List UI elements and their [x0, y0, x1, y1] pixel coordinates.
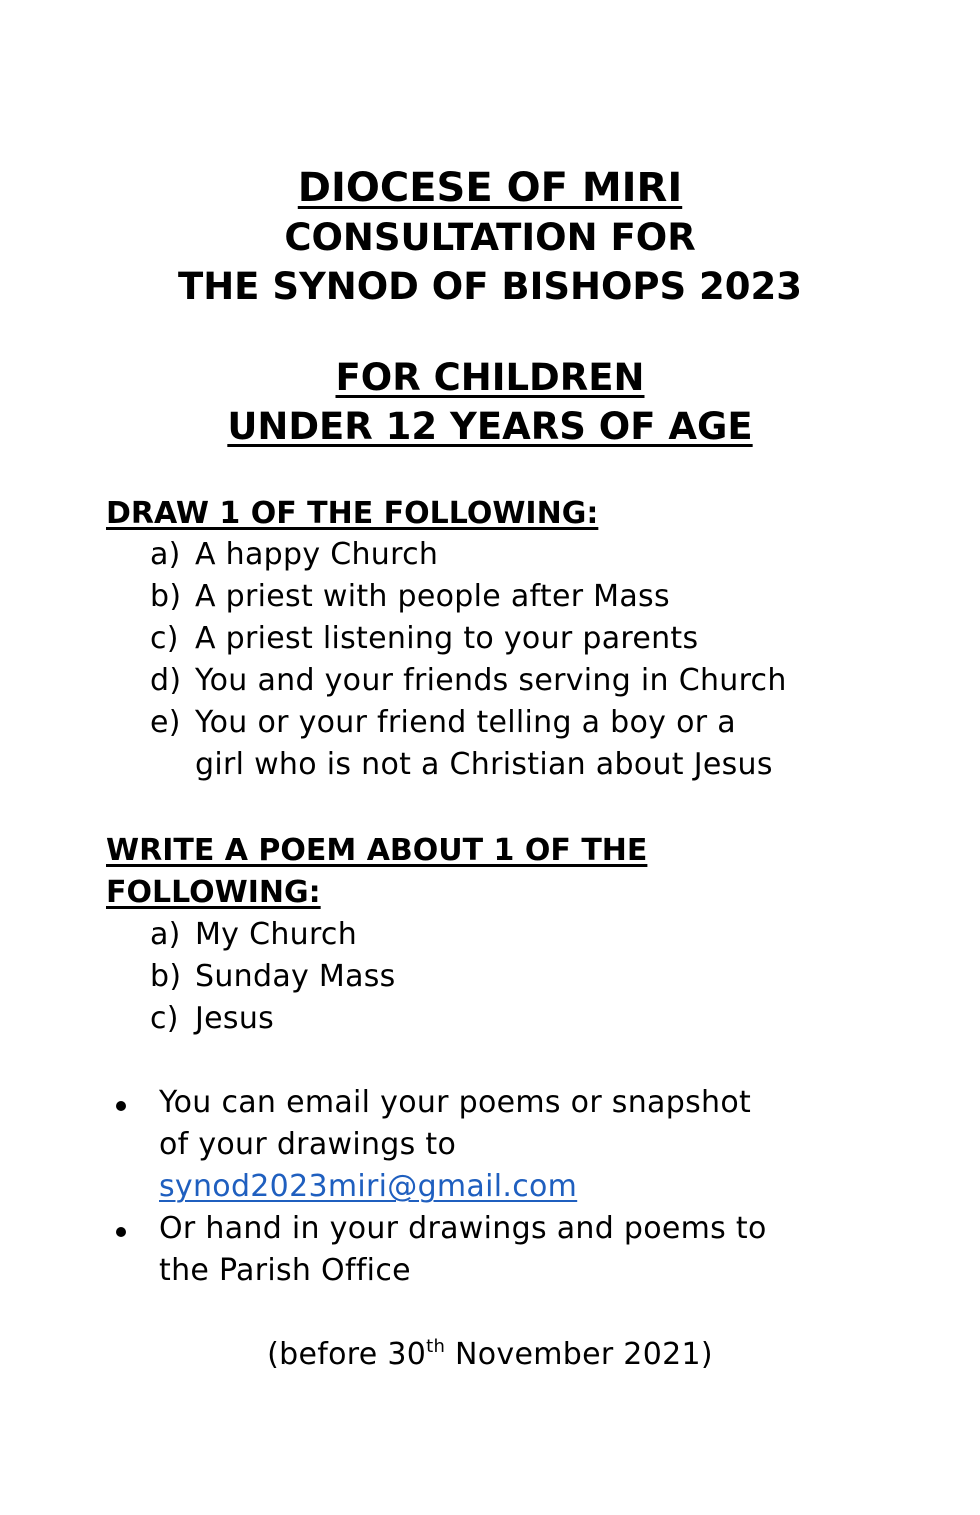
synod-title: THE SYNOD OF BISHOPS 2023 — [177, 265, 803, 308]
poem-heading-line-1: WRITE A POEM ABOUT 1 OF THE — [106, 833, 648, 868]
poem-heading-line-2: FOLLOWING: — [106, 875, 321, 910]
poem-item-a: a) My Church — [150, 917, 358, 952]
draw-item-e: e) You or your friend telling a boy or a — [150, 705, 736, 740]
email-link[interactable]: synod2023miri@gmail.com — [159, 1169, 578, 1204]
email-link-line — [159, 1166, 577, 1208]
email-note-line-2: of your drawings to — [159, 1127, 457, 1162]
consultation-title: CONSULTATION FOR — [284, 216, 696, 259]
draw-item-d: d) You and your friends serving in Church — [150, 663, 787, 698]
email-note-line-1: You can email your poems or snapshot — [159, 1085, 752, 1120]
draw-item-e-continued: girl who is not a Christian about Jesus — [195, 747, 773, 782]
poem-item-b: b) Sunday Mass — [150, 959, 396, 994]
bullet-dot-hand-in — [116, 1227, 126, 1237]
draw-item-a: a) A happy Church — [150, 537, 439, 572]
diocese-title: DIOCESE OF MIRI — [297, 165, 683, 211]
hand-in-note-line-2: the Parish Office — [159, 1253, 411, 1288]
poem-item-c: c) Jesus — [150, 1001, 275, 1036]
hand-in-note-line-1: Or hand in your drawings and poems to — [159, 1211, 767, 1246]
audience-line-1: FOR CHILDREN — [335, 356, 645, 399]
draw-heading: DRAW 1 OF THE FOLLOWING: — [106, 496, 599, 531]
draw-item-b: b) A priest with people after Mass — [150, 579, 670, 614]
draw-item-c: c) A priest listening to your parents — [150, 621, 699, 656]
bullet-dot-email — [116, 1101, 126, 1111]
deadline-text: (before 30th November 2021) — [267, 1336, 713, 1372]
audience-line-2: UNDER 12 YEARS OF AGE — [227, 405, 753, 448]
